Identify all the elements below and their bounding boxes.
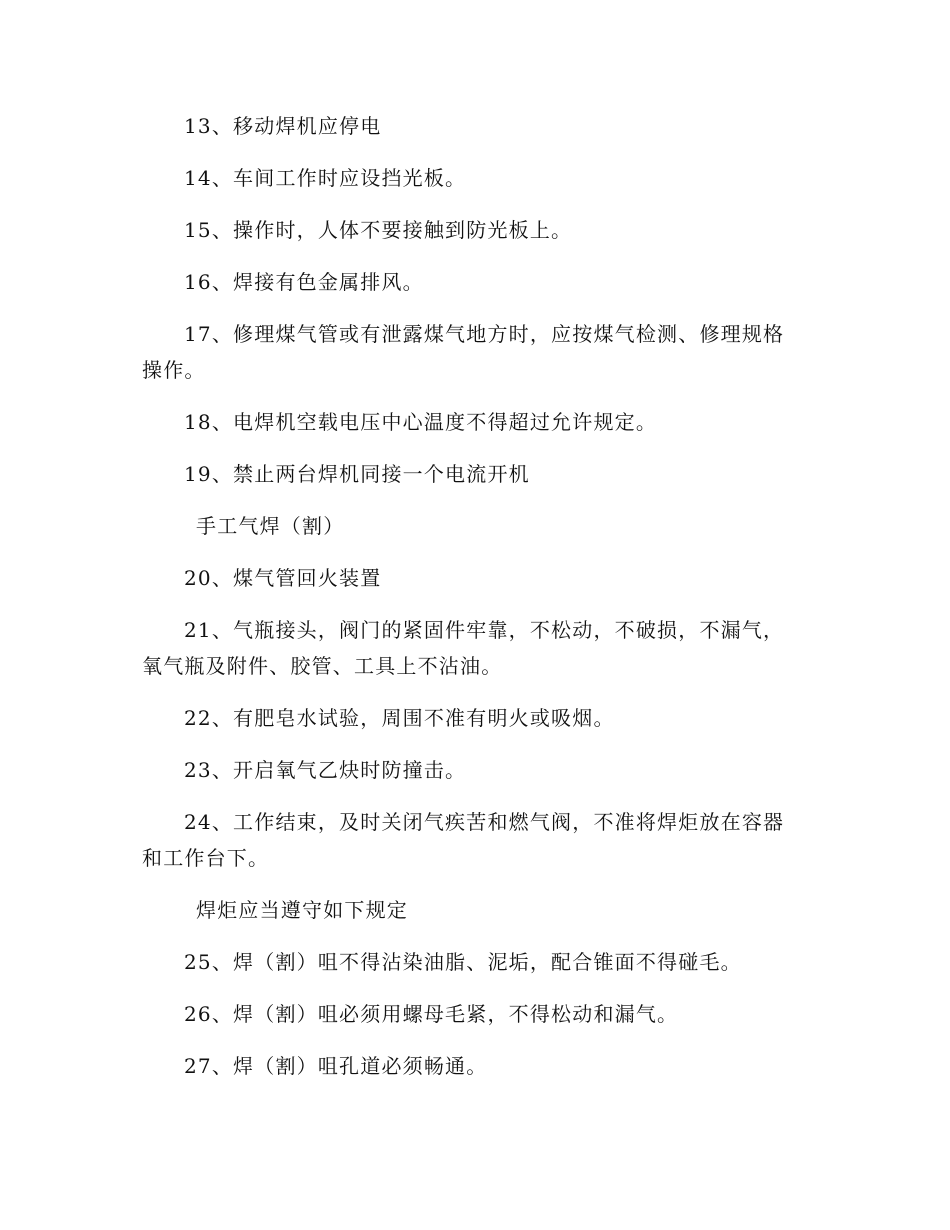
document-body <box>142 108 802 1100</box>
paragraph-13: 13、移动焊机应停电 <box>184 114 382 138</box>
paragraph-20: 20、煤气管回火装置 <box>184 566 382 590</box>
paragraph-17: 17、修理煤气管或有泄露煤气地方时，应按煤气检测、修理规格操作。 <box>142 322 785 382</box>
paragraph-24: 24、工作结束，及时关闭气疾苦和燃气阀，不准将焊炬放在容器和工作台下。 <box>142 810 785 870</box>
section-heading-manual-gas-welding: 手工气焊（割） <box>196 514 345 538</box>
paragraph-18: 18、电焊机空载电压中心温度不得超过允许规定。 <box>184 410 658 434</box>
paragraph-22: 22、有肥皂水试验，周围不准有明火或吸烟。 <box>184 706 615 730</box>
paragraph-21: 21、气瓶接头，阀门的紧固件牢靠，不松动，不破损，不漏气，氧气瓶及附件、胶管、工具上不沾油。 <box>142 618 785 678</box>
paragraph-15: 15、操作时，人体不要接触到防光板上。 <box>184 218 573 242</box>
paragraph-27: 27、焊（割）咀孔道必须畅通。 <box>184 1054 488 1078</box>
section-heading-torch-rules: 焊炬应当遵守如下规定 <box>196 898 408 922</box>
paragraph-19: 19、禁止两台焊机同接一个电流开机 <box>184 462 530 486</box>
paragraph-14: 14、车间工作时应设挡光板。 <box>184 166 467 190</box>
paragraph-23: 23、开启氧气乙炔时防撞击。 <box>184 758 467 782</box>
paragraph-25: 25、焊（割）咀不得沾染油脂、泥垢，配合锥面不得碰毛。 <box>184 950 742 974</box>
paragraph-26: 26、焊（割）咀必须用螺母毛紧，不得松动和漏气。 <box>184 1002 679 1026</box>
paragraph-16: 16、焊接有色金属排风。 <box>184 270 424 294</box>
